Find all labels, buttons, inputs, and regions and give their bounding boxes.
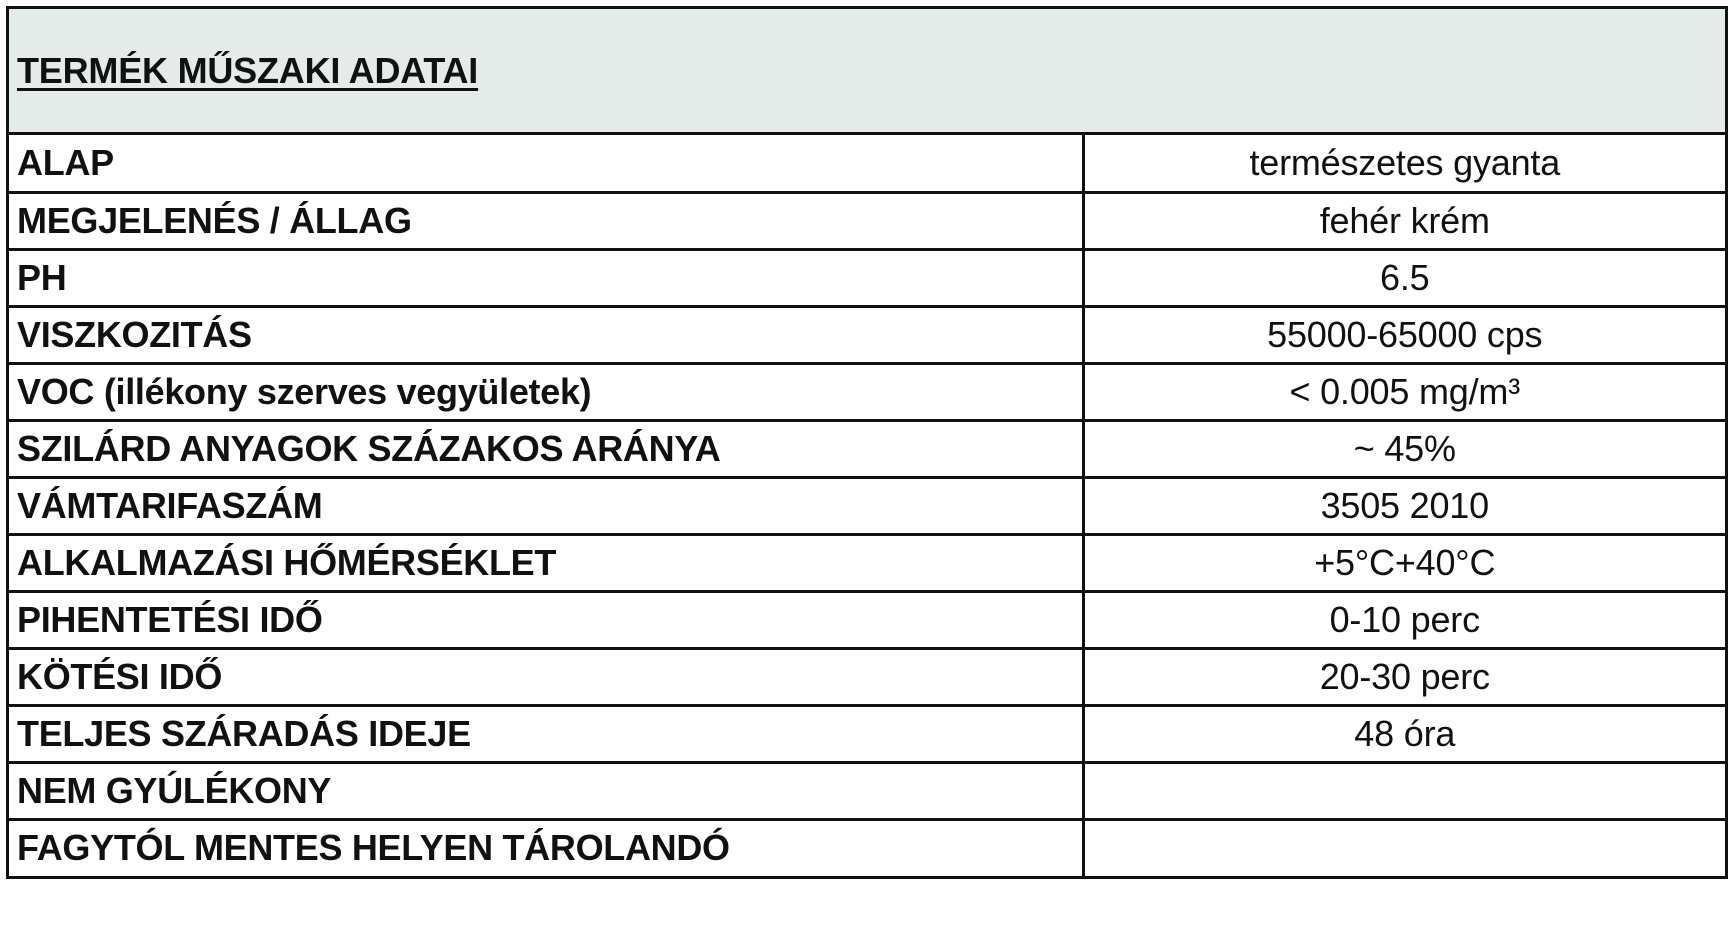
spec-table: [9, 135, 1725, 876]
table-row: [9, 363, 1725, 420]
property-value: 6.5: [1083, 249, 1725, 306]
property-value: természetes gyanta: [1083, 135, 1725, 192]
property-label: MEGJELENÉS / ÁLLAG: [9, 192, 1083, 249]
property-value: 48 óra: [1083, 705, 1725, 762]
property-label: VOC (illékony szerves vegyületek): [9, 363, 1083, 420]
table-row: [9, 420, 1725, 477]
table-row: [9, 648, 1725, 705]
page-title: TERMÉK MŰSZAKI ADATAI: [17, 49, 479, 91]
property-value: 0-10 perc: [1083, 591, 1725, 648]
property-value: 20-30 perc: [1083, 648, 1725, 705]
property-label: ALAP: [9, 135, 1083, 192]
property-label: PIHENTETÉSI IDŐ: [9, 591, 1083, 648]
property-label: NEM GYÚLÉKONY: [9, 762, 1083, 819]
property-label: ALKALMAZÁSI HŐMÉRSÉKLET: [9, 534, 1083, 591]
property-label: FAGYTÓL MENTES HELYEN TÁROLANDÓ: [9, 819, 1083, 876]
table-row: [9, 249, 1725, 306]
property-label: VÁMTARIFASZÁM: [9, 477, 1083, 534]
property-value: < 0.005 mg/m³: [1083, 363, 1725, 420]
property-label: TELJES SZÁRADÁS IDEJE: [9, 705, 1083, 762]
property-label: VISZKOZITÁS: [9, 306, 1083, 363]
table-row: [9, 534, 1725, 591]
property-value: +5°C+40°C: [1083, 534, 1725, 591]
table-row: [9, 477, 1725, 534]
property-value: 3505 2010: [1083, 477, 1725, 534]
table-row: [9, 819, 1725, 876]
table-row: [9, 591, 1725, 648]
table-row: [9, 306, 1725, 363]
property-label: PH: [9, 249, 1083, 306]
property-value: 55000-65000 cps: [1083, 306, 1725, 363]
property-label: SZILÁRD ANYAGOK SZÁZAKOS ARÁNYA: [9, 420, 1083, 477]
table-row: [9, 135, 1725, 192]
property-value: [1083, 819, 1725, 876]
table-row: [9, 192, 1725, 249]
technical-data-sheet: [6, 6, 1728, 879]
table-row: [9, 762, 1725, 819]
table-header: [9, 9, 1725, 135]
property-value: ~ 45%: [1083, 420, 1725, 477]
table-row: [9, 705, 1725, 762]
property-value: [1083, 762, 1725, 819]
property-value: fehér krém: [1083, 192, 1725, 249]
property-label: KÖTÉSI IDŐ: [9, 648, 1083, 705]
